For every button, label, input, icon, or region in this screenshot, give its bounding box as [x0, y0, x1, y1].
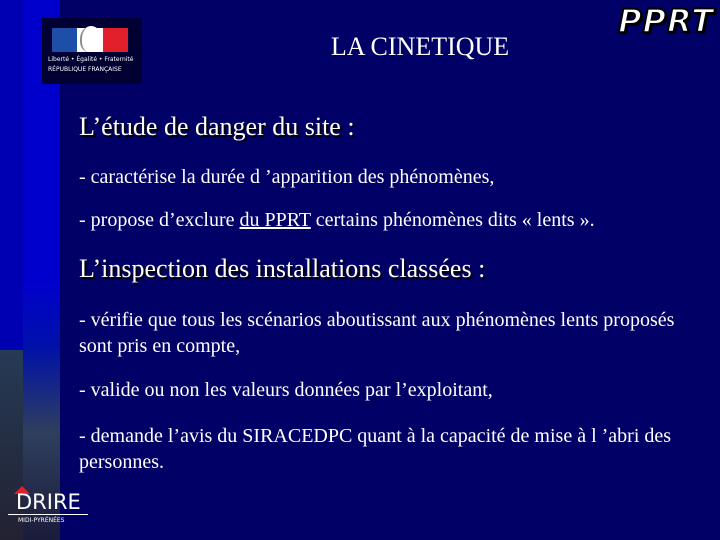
drire-logo — [0, 484, 92, 528]
bullet-propose-post: certains phénomènes dits « lents ». — [310, 209, 595, 231]
slide-title: LA CINETIQUE — [330, 32, 510, 61]
bullet-propose — [79, 207, 709, 233]
pprt-link[interactable]: du PPRT — [239, 209, 311, 231]
bullet-valide: - valide ou non les valeurs données par l’exploitant, — [79, 379, 493, 401]
bullet-demande: - demande l’avis du SIRACEDPC quant à la capacité de mise à l ’abri des personnes. — [79, 425, 672, 473]
section-heading-etude: L’étude de danger du site : — [79, 112, 355, 141]
bullet-propose-pre: - propose d’exclure — [79, 209, 240, 231]
bullet-caracterise: - caractérise la durée d ’apparition des phénomènes, — [79, 166, 495, 188]
section-heading-inspection: L’inspection des installations classées : — [79, 254, 486, 283]
pprt-logo: PPRT — [618, 2, 714, 40]
drire-divider — [8, 514, 88, 515]
drire-region: MIDI-PYRÉNÉES — [18, 517, 65, 524]
drire-name: DRIRE — [16, 490, 81, 514]
rf-name: RÉPUBLIQUE FRANÇAISE — [48, 66, 122, 73]
bullet-verifie: - vérifie que tous les scénarios aboutissant aux phénomènes lents proposés sont pris en compte, — [79, 309, 675, 357]
rf-motto: Liberté • Égalité • Fraternité — [48, 56, 134, 63]
